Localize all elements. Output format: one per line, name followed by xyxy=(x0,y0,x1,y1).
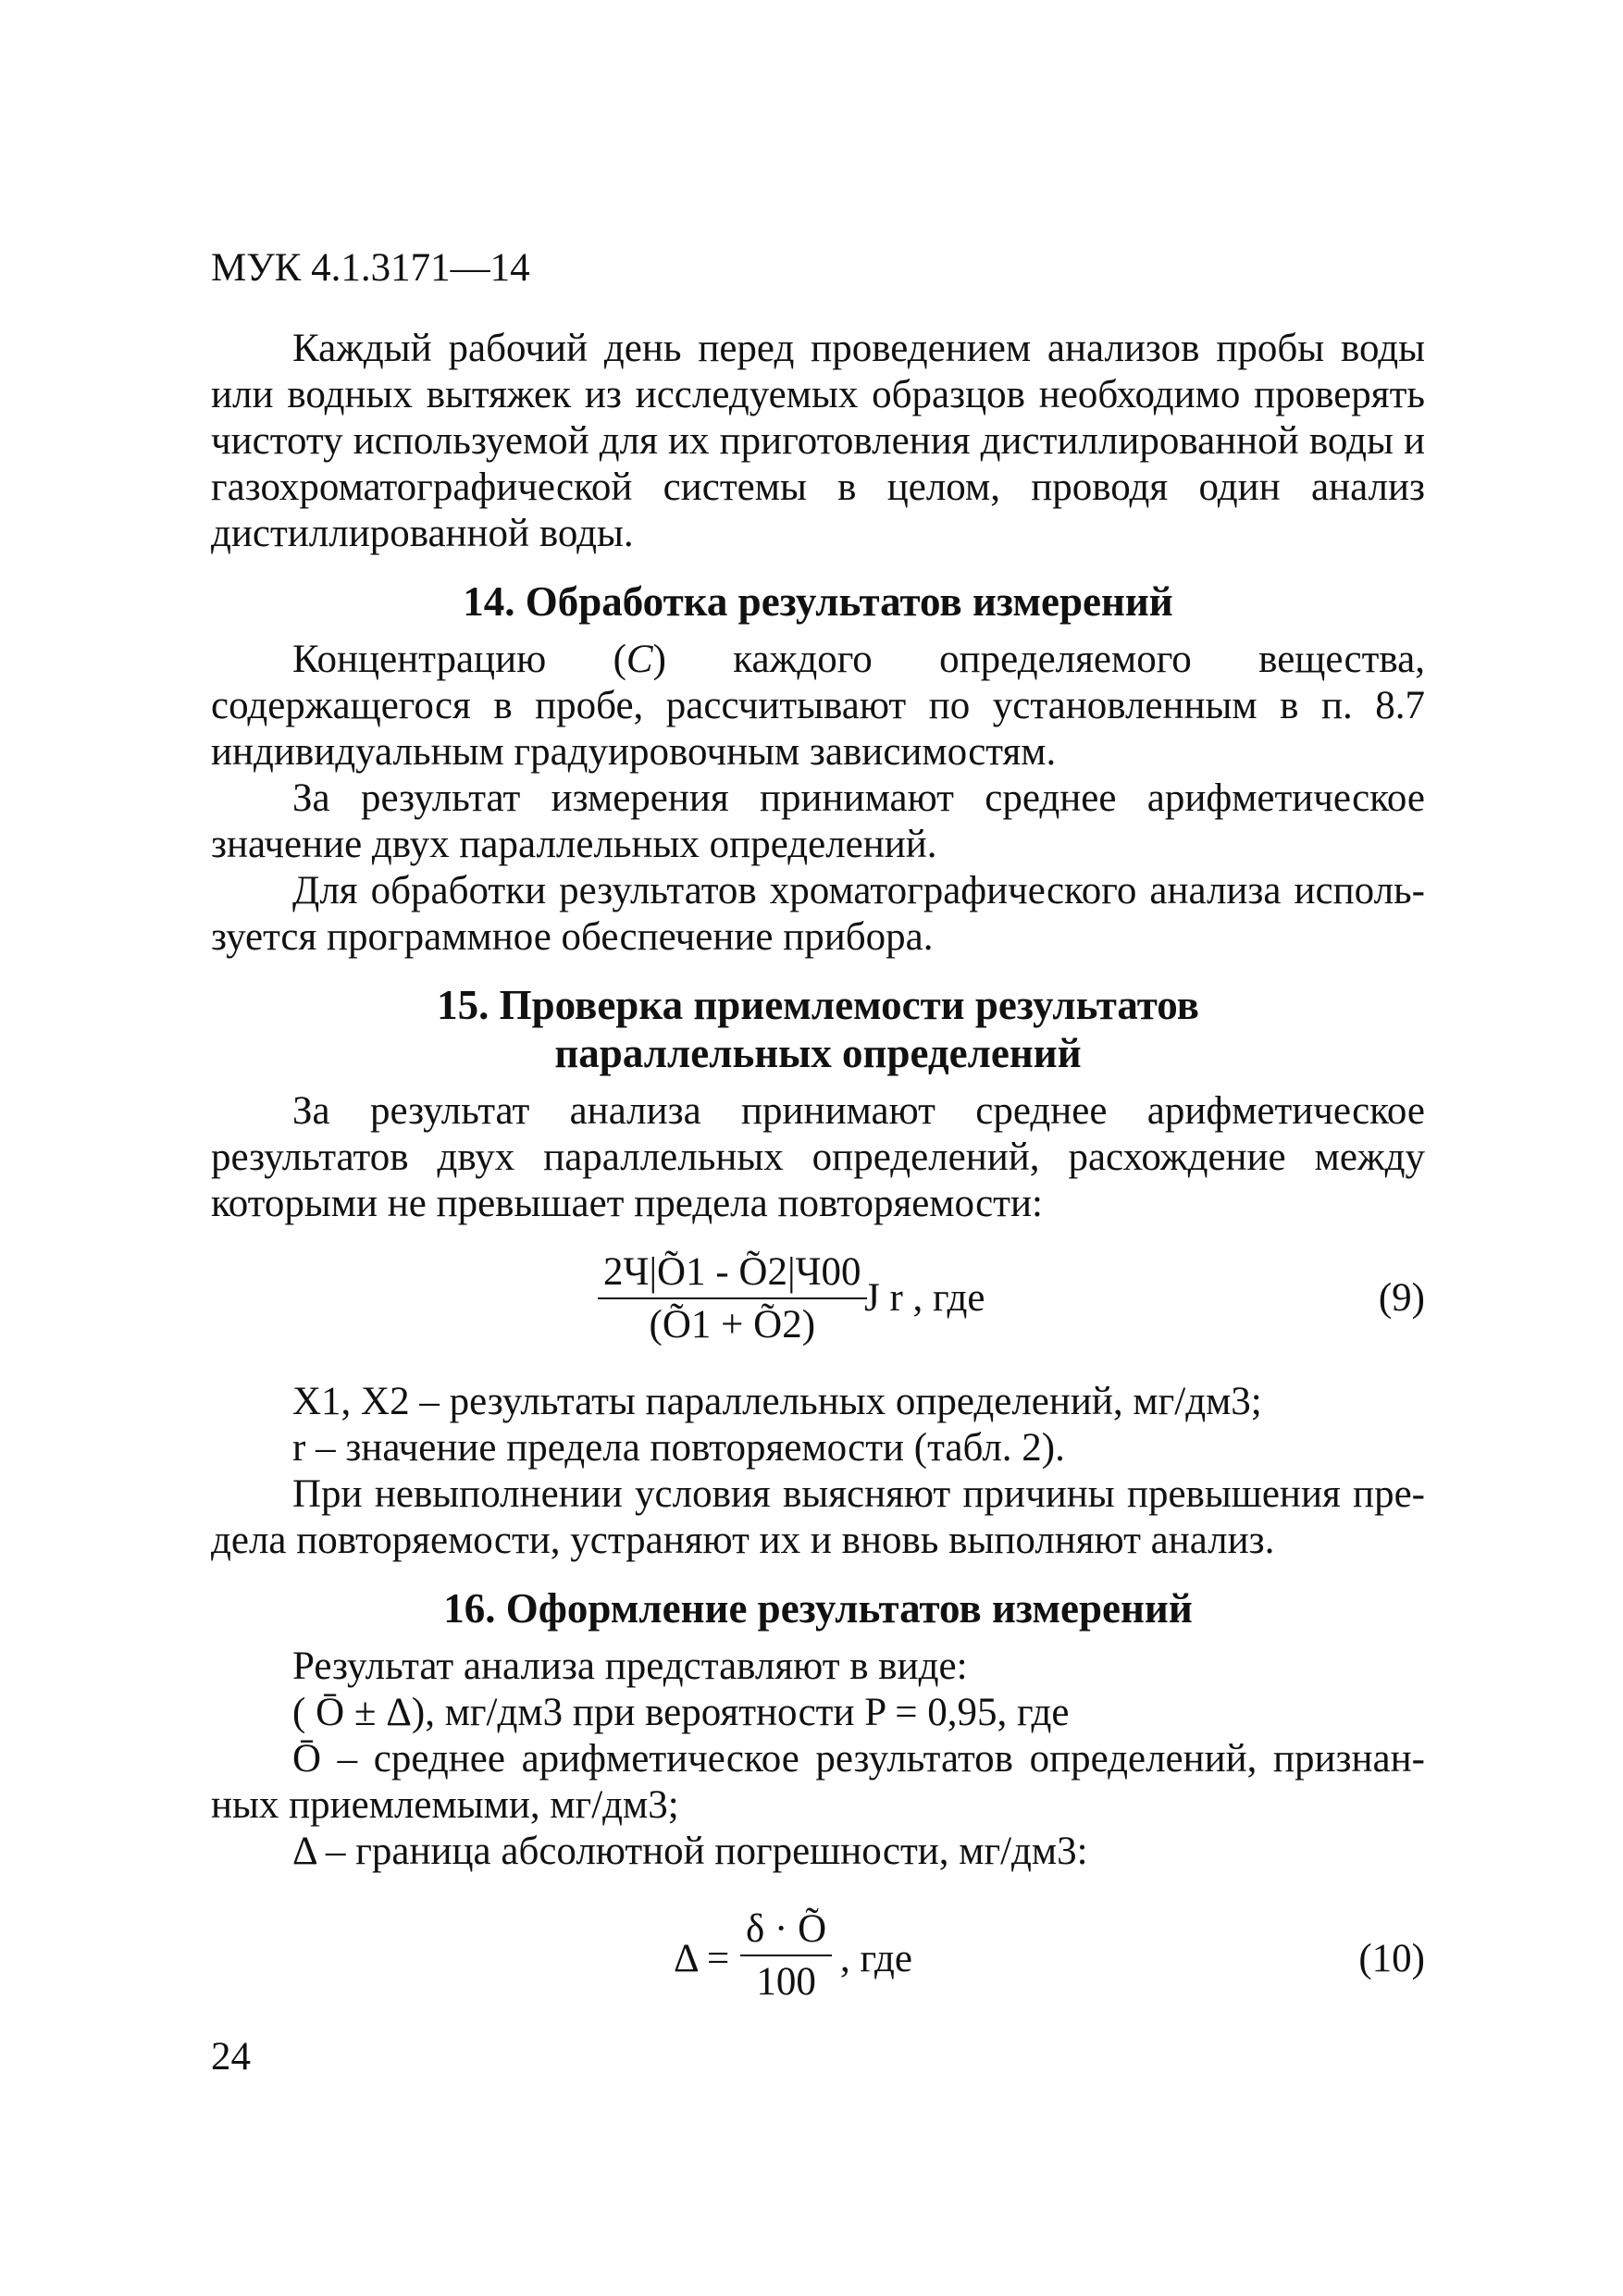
page-number: 24 xyxy=(211,2035,251,2079)
section-15-paragraph-1: За результат анализа принимают среднее арифметическое результатов двух параллельных определений, расхождение между которыми не превышает предела повторяемости: xyxy=(211,1089,1425,1225)
section-14-paragraph-3: Для обработки результатов хроматографического анализа используется программное обеспечение прибора. xyxy=(211,869,1425,959)
formula-9-numerator: 2Ч|Õ1 - Õ2|Ч00 xyxy=(598,1247,867,1299)
formula-10-fraction xyxy=(740,1905,832,2008)
section-14-paragraph-2: За результат измерения принимают среднее арифметическое значение двух параллельных определений. xyxy=(211,776,1425,866)
formula-10-denominator: 100 xyxy=(756,1960,816,2004)
variable-c: С xyxy=(626,638,653,681)
section-14-heading: 14. Обработка результатов измерений xyxy=(463,578,1173,625)
section-16-paragraph-1: Результат анализа представляют в виде: xyxy=(292,1644,968,1688)
section-15-paragraph-2: При невыполнении условия выясняют причины превышения предела повторяемости, устраняют их и вновь выполняют анализ. xyxy=(211,1472,1425,1562)
formula-10-numerator: δ · Õ xyxy=(740,1905,832,1956)
formula-10-lhs: Δ = xyxy=(674,1937,730,1980)
definition-r: r – значение предела повторяемости (табл. 2). xyxy=(292,1426,1065,1470)
section-16-paragraph-2: ( Ō ± Δ), мг/дм3 при вероятности P = 0,95, где xyxy=(292,1691,1070,1734)
section-14-paragraph-1: Концентрацию (С) каждого определяемого вещества, содержащегося в пробе, рассчитывают по установленным в п. 8.7 индивидуальным градуировочным зависимостям. xyxy=(211,638,1426,774)
intro-paragraph: Каждый рабочий день перед проведением анализов пробы воды или водных вытяжек из исследуемых образцов необходимо проверять чистоту используемой для их приготовления дистиллированной воды и газохроматографической системы в целом, проводя один анализ дистиллированной воды. xyxy=(211,327,1425,555)
formula-9-condition: J r , где xyxy=(864,1276,985,1320)
definition-x1-x2: X1, X2 – результаты параллельных определений, мг/дм3; xyxy=(292,1380,1262,1423)
formula-10-suffix: , где xyxy=(840,1937,912,1980)
formula-9-number: (9) xyxy=(1378,1276,1425,1320)
formula-9 xyxy=(211,1240,1425,1370)
formula-9-denominator: (Õ1 + Õ2) xyxy=(649,1303,816,1347)
document-code-header: МУК 4.1.3171—14 xyxy=(211,246,530,290)
formula-10-number: (10) xyxy=(1358,1937,1425,1980)
page-content xyxy=(211,326,1425,2040)
formula-9-fraction xyxy=(598,1247,867,1351)
formula-10 xyxy=(211,1892,1425,2030)
section-16-paragraph-3: Ō – среднее арифметическое результатов определений, признанных приемлемыми, мг/дм3; xyxy=(211,1737,1425,1827)
section-15-heading: 15. Проверка приемлемости результатов параллельных определений xyxy=(437,982,1199,1076)
section-16-paragraph-4: Δ – граница абсолютной погрешности, мг/дм3: xyxy=(292,1830,1088,1873)
section-16-heading: 16. Оформление результатов измерений xyxy=(443,1585,1193,1632)
